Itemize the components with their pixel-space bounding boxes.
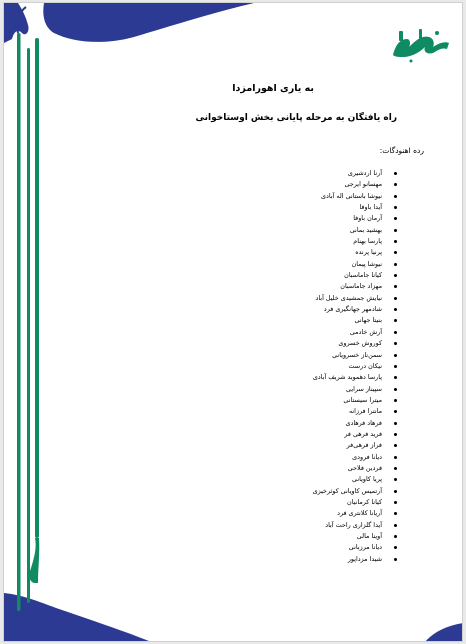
list-item: کیانا کرمانیان bbox=[313, 497, 398, 508]
list-item: شیدا مزداپور bbox=[313, 554, 398, 565]
list-item: نیایش جمشیدی خلیل آباد bbox=[313, 293, 398, 304]
list-item: نیوشا باستانی اله آبادی bbox=[313, 191, 398, 202]
list-item: دیانا فرودی bbox=[313, 452, 398, 463]
list-item: آرنا اردشیری bbox=[313, 168, 398, 179]
list-item: شادمهر جهانگیری فرد bbox=[313, 304, 398, 315]
list-item: فرهاد فرهادی bbox=[313, 418, 398, 429]
list-item: فرید فرهی فر bbox=[313, 429, 398, 440]
list-item: کیانا جاماسبان bbox=[313, 270, 398, 281]
list-item: آرتمیس کاویانی کوثرخیزی bbox=[313, 486, 398, 497]
bottom-wave-shape bbox=[4, 593, 154, 642]
list-item: مهزاد جاماسبان bbox=[313, 281, 398, 292]
list-item: سمن‌ناز خسرویانی bbox=[313, 350, 398, 361]
list-item: پارسا بهنام bbox=[313, 236, 398, 247]
green-bar-1 bbox=[17, 33, 21, 611]
document-page bbox=[3, 2, 463, 642]
list-item: بنیتا جهانی bbox=[313, 315, 398, 326]
list-item: آوینا مالی bbox=[313, 531, 398, 542]
green-bar-3 bbox=[35, 38, 39, 538]
heading-blessing: به یاری اهورامزدا bbox=[232, 83, 314, 94]
list-item: آرش خادمی bbox=[313, 327, 398, 338]
list-item: میترا سیستانی bbox=[313, 395, 398, 406]
list-item: سپیناز سرایی bbox=[313, 384, 398, 395]
list-item: فراز فرهی‌فر bbox=[313, 440, 398, 451]
list-item: نیکان درست bbox=[313, 361, 398, 372]
list-item: فردین فلاحی bbox=[313, 463, 398, 474]
list-item: آریانا کلانتری فرد bbox=[313, 508, 398, 519]
list-item: بهشید بمانی bbox=[313, 225, 398, 236]
list-item: مانترا فرزانه bbox=[313, 406, 398, 417]
top-wave-shape bbox=[4, 3, 254, 42]
list-item: آیدا گلزاری راحت آباد bbox=[313, 520, 398, 531]
brand-logo bbox=[389, 25, 451, 65]
list-item: نیوشا پیمان bbox=[313, 259, 398, 270]
section-label: رده اهنودگات: bbox=[379, 146, 424, 155]
list-item: دیانا مرزبانی bbox=[313, 542, 398, 553]
bottom-right-wave-shape bbox=[424, 623, 463, 642]
names-list bbox=[313, 168, 398, 565]
heading-title: راه یافتگان به مرحله پایانی بخش اوستاخوانی bbox=[195, 113, 397, 123]
list-item: مهسانو ایرجی bbox=[313, 179, 398, 190]
list-item: کوروش خسروی bbox=[313, 338, 398, 349]
list-item: آیدا باوفا bbox=[313, 202, 398, 213]
list-item: پریا کاویانی bbox=[313, 474, 398, 485]
list-item: آرمان باوفا bbox=[313, 213, 398, 224]
list-item: پرنیا پرنده bbox=[313, 247, 398, 258]
green-bar-2 bbox=[27, 48, 30, 603]
green-tail bbox=[29, 538, 39, 583]
list-item: پارسا دهموبد شریف آبادی bbox=[313, 372, 398, 383]
